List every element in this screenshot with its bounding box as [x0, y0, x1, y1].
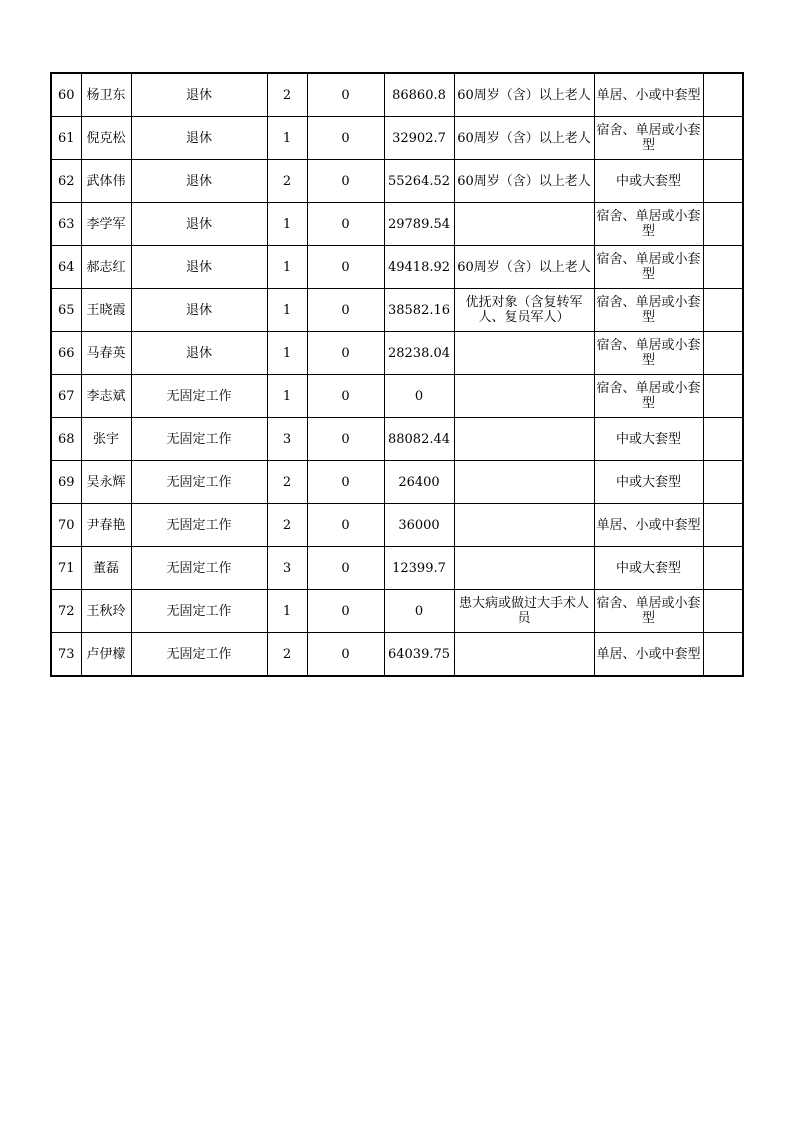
cell-number: 62	[51, 160, 81, 203]
cell-status: 无固定工作	[131, 418, 267, 461]
cell-status: 退休	[131, 246, 267, 289]
table-row	[51, 461, 743, 504]
cell-income: 32902.7	[384, 117, 454, 160]
cell-income: 88082.44	[384, 418, 454, 461]
cell-number: 65	[51, 289, 81, 332]
cell-name: 杨卫东	[81, 73, 131, 117]
cell-name: 吴永辉	[81, 461, 131, 504]
table-row	[51, 504, 743, 547]
cell-note	[703, 332, 743, 375]
cell-income: 49418.92	[384, 246, 454, 289]
cell-housing: 中或大套型	[594, 547, 703, 590]
table-row	[51, 246, 743, 289]
cell-members: 1	[267, 117, 307, 160]
cell-income: 26400	[384, 461, 454, 504]
cell-members: 2	[267, 504, 307, 547]
cell-note	[703, 160, 743, 203]
cell-note	[703, 73, 743, 117]
cell-members: 1	[267, 246, 307, 289]
table-row	[51, 332, 743, 375]
cell-status: 退休	[131, 203, 267, 246]
cell-housing: 宿舍、单居或小套型	[594, 117, 703, 160]
cell-number: 68	[51, 418, 81, 461]
cell-number: 61	[51, 117, 81, 160]
cell-note	[703, 461, 743, 504]
cell-category	[454, 461, 594, 504]
cell-count: 0	[307, 418, 384, 461]
cell-members: 2	[267, 461, 307, 504]
table-row	[51, 418, 743, 461]
cell-count: 0	[307, 633, 384, 677]
cell-status: 无固定工作	[131, 504, 267, 547]
cell-count: 0	[307, 289, 384, 332]
cell-category	[454, 504, 594, 547]
cell-category: 60周岁（含）以上老人	[454, 160, 594, 203]
cell-members: 2	[267, 73, 307, 117]
cell-housing: 宿舍、单居或小套型	[594, 375, 703, 418]
cell-note	[703, 375, 743, 418]
cell-income: 64039.75	[384, 633, 454, 677]
cell-category: 患大病或做过大手术人员	[454, 590, 594, 633]
cell-note	[703, 289, 743, 332]
cell-count: 0	[307, 590, 384, 633]
cell-number: 64	[51, 246, 81, 289]
cell-category	[454, 203, 594, 246]
cell-members: 1	[267, 289, 307, 332]
cell-income: 38582.16	[384, 289, 454, 332]
cell-housing: 宿舍、单居或小套型	[594, 332, 703, 375]
cell-status: 退休	[131, 332, 267, 375]
cell-status: 无固定工作	[131, 547, 267, 590]
cell-count: 0	[307, 461, 384, 504]
cell-housing: 宿舍、单居或小套型	[594, 203, 703, 246]
cell-number: 73	[51, 633, 81, 677]
cell-count: 0	[307, 73, 384, 117]
cell-income: 36000	[384, 504, 454, 547]
cell-status: 退休	[131, 160, 267, 203]
table-row	[51, 289, 743, 332]
cell-income: 55264.52	[384, 160, 454, 203]
table-row	[51, 203, 743, 246]
table-row	[51, 547, 743, 590]
cell-number: 63	[51, 203, 81, 246]
cell-note	[703, 418, 743, 461]
cell-count: 0	[307, 504, 384, 547]
cell-note	[703, 117, 743, 160]
cell-income: 0	[384, 590, 454, 633]
cell-status: 无固定工作	[131, 375, 267, 418]
cell-housing: 单居、小或中套型	[594, 73, 703, 117]
table-row	[51, 117, 743, 160]
cell-housing: 宿舍、单居或小套型	[594, 590, 703, 633]
cell-name: 郝志红	[81, 246, 131, 289]
cell-members: 3	[267, 418, 307, 461]
cell-members: 2	[267, 633, 307, 677]
cell-income: 86860.8	[384, 73, 454, 117]
cell-housing: 宿舍、单居或小套型	[594, 289, 703, 332]
cell-category: 60周岁（含）以上老人	[454, 117, 594, 160]
cell-number: 72	[51, 590, 81, 633]
cell-count: 0	[307, 246, 384, 289]
cell-status: 无固定工作	[131, 633, 267, 677]
cell-name: 李学军	[81, 203, 131, 246]
cell-note	[703, 590, 743, 633]
cell-income: 29789.54	[384, 203, 454, 246]
cell-name: 董磊	[81, 547, 131, 590]
cell-note	[703, 633, 743, 677]
cell-number: 67	[51, 375, 81, 418]
cell-name: 王秋玲	[81, 590, 131, 633]
cell-name: 张宇	[81, 418, 131, 461]
cell-category	[454, 633, 594, 677]
cell-count: 0	[307, 547, 384, 590]
cell-note	[703, 246, 743, 289]
cell-members: 1	[267, 332, 307, 375]
table-row	[51, 590, 743, 633]
cell-status: 无固定工作	[131, 461, 267, 504]
cell-count: 0	[307, 117, 384, 160]
cell-number: 66	[51, 332, 81, 375]
cell-housing: 中或大套型	[594, 418, 703, 461]
cell-category: 60周岁（含）以上老人	[454, 246, 594, 289]
cell-name: 马春英	[81, 332, 131, 375]
cell-name: 卢伊檬	[81, 633, 131, 677]
cell-housing: 单居、小或中套型	[594, 633, 703, 677]
cell-housing: 中或大套型	[594, 461, 703, 504]
applicant-table	[50, 72, 744, 677]
cell-category: 优抚对象（含复转军人、复员军人）	[454, 289, 594, 332]
cell-number: 60	[51, 73, 81, 117]
cell-number: 70	[51, 504, 81, 547]
table-row	[51, 73, 743, 117]
cell-name: 李志斌	[81, 375, 131, 418]
cell-name: 武体伟	[81, 160, 131, 203]
cell-category	[454, 375, 594, 418]
cell-note	[703, 504, 743, 547]
table-row	[51, 375, 743, 418]
cell-income: 0	[384, 375, 454, 418]
cell-name: 尹春艳	[81, 504, 131, 547]
table-row	[51, 633, 743, 677]
cell-members: 1	[267, 590, 307, 633]
cell-members: 1	[267, 203, 307, 246]
cell-category: 60周岁（含）以上老人	[454, 73, 594, 117]
cell-count: 0	[307, 332, 384, 375]
cell-count: 0	[307, 375, 384, 418]
cell-count: 0	[307, 160, 384, 203]
cell-members: 2	[267, 160, 307, 203]
cell-income: 12399.7	[384, 547, 454, 590]
cell-housing: 中或大套型	[594, 160, 703, 203]
cell-housing: 宿舍、单居或小套型	[594, 246, 703, 289]
cell-category	[454, 418, 594, 461]
cell-housing: 单居、小或中套型	[594, 504, 703, 547]
cell-count: 0	[307, 203, 384, 246]
cell-note	[703, 203, 743, 246]
cell-status: 无固定工作	[131, 590, 267, 633]
cell-number: 69	[51, 461, 81, 504]
table-body	[51, 73, 743, 676]
cell-category	[454, 332, 594, 375]
cell-members: 1	[267, 375, 307, 418]
cell-category	[454, 547, 594, 590]
cell-name: 王晓霞	[81, 289, 131, 332]
cell-status: 退休	[131, 117, 267, 160]
cell-note	[703, 547, 743, 590]
cell-status: 退休	[131, 73, 267, 117]
cell-income: 28238.04	[384, 332, 454, 375]
cell-name: 倪克松	[81, 117, 131, 160]
cell-members: 3	[267, 547, 307, 590]
table-row	[51, 160, 743, 203]
cell-status: 退休	[131, 289, 267, 332]
cell-number: 71	[51, 547, 81, 590]
